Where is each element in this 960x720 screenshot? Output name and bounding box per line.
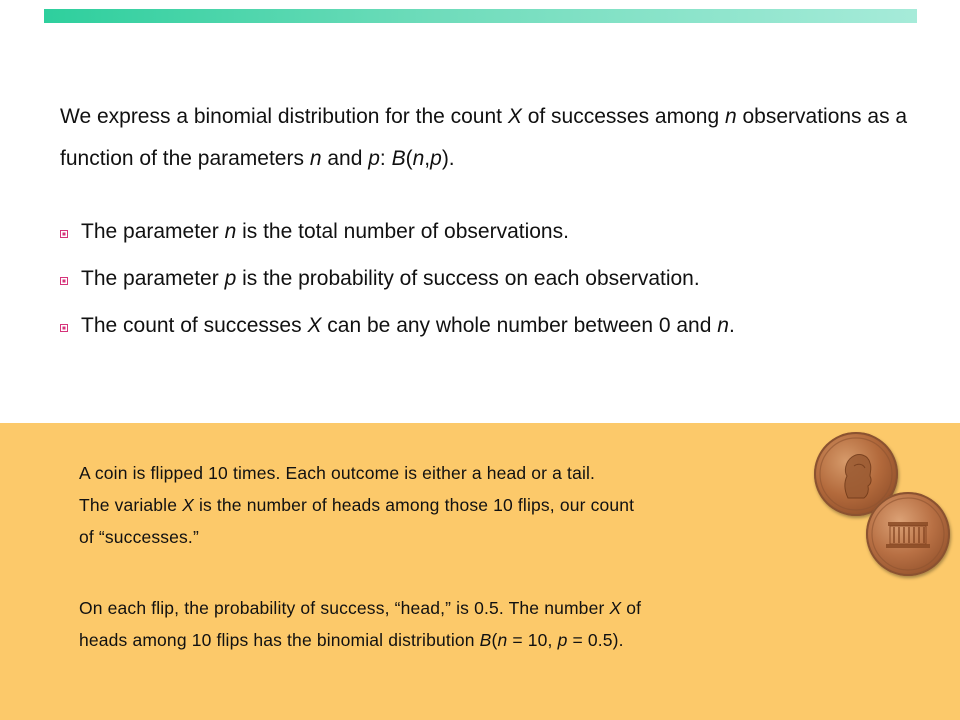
text-run: heads among 10 flips has the binomial distribution	[79, 630, 480, 650]
var-p: p	[557, 630, 568, 650]
square-bullet-icon	[60, 324, 68, 332]
text-run: is the number of heads among those 10 flips, our count	[193, 495, 635, 515]
var-n: n	[717, 314, 729, 337]
example-paragraph-2	[79, 592, 839, 656]
intro-paragraph	[60, 96, 940, 180]
intro-text: observations as a function of the parameters	[60, 105, 908, 170]
intro-text: We express a binomial distribution for the count	[60, 105, 508, 128]
var-x: X	[307, 314, 322, 337]
list-item-text	[81, 267, 700, 291]
intro-text: ,	[424, 147, 431, 170]
intro-var-n: n	[309, 147, 322, 170]
list-item	[60, 220, 940, 244]
parameter-list	[60, 220, 940, 361]
intro-var-x: X	[507, 105, 522, 128]
var-n: n	[497, 630, 508, 650]
text-run: of	[621, 598, 642, 618]
list-item-text	[81, 220, 569, 244]
text-run: is the probability of success on each observation.	[236, 267, 700, 290]
intro-var-n: n	[724, 105, 737, 128]
intro-text: and	[321, 147, 369, 170]
var-x: X	[609, 598, 622, 618]
text-run: can be any whole number between 0 and	[321, 314, 718, 337]
var-x: X	[182, 495, 194, 515]
text-run: The parameter	[81, 220, 225, 243]
example-line: of “successes.”	[79, 527, 199, 547]
text-run: is the total number of observations.	[236, 220, 569, 243]
example-paragraph-1	[79, 457, 839, 553]
text-run: (	[491, 630, 498, 650]
text-run: On each flip, the probability of success, “head,” is 0.5. The number	[79, 598, 610, 618]
text-run: .	[728, 314, 735, 337]
var-n: n	[224, 220, 237, 243]
intro-var-p: p	[430, 147, 442, 170]
example-line: A coin is flipped 10 times. Each outcome is either a head or a tail.	[79, 463, 596, 483]
header-accent-bar	[44, 9, 917, 23]
intro-text: of successes among	[521, 105, 725, 128]
square-bullet-icon	[60, 230, 68, 238]
penny-tails-art	[866, 492, 950, 576]
intro-var-p: p	[368, 147, 380, 170]
list-item	[60, 314, 940, 338]
text-run: The variable	[79, 495, 183, 515]
intro-text: (	[405, 147, 413, 170]
text-run: The parameter	[81, 267, 225, 290]
text-run: = 0.5).	[567, 630, 624, 650]
intro-var-n: n	[412, 147, 425, 170]
var-b: B	[479, 630, 492, 650]
list-item	[60, 267, 940, 291]
intro-text: ).	[441, 147, 455, 170]
intro-var-b: B	[391, 147, 406, 170]
text-run: = 10,	[507, 630, 558, 650]
text-run: The count of successes	[81, 314, 308, 337]
penny-tails-icon	[866, 492, 950, 576]
intro-text: :	[379, 147, 392, 170]
list-item-text	[81, 314, 735, 338]
var-p: p	[224, 267, 237, 290]
square-bullet-icon	[60, 277, 68, 285]
